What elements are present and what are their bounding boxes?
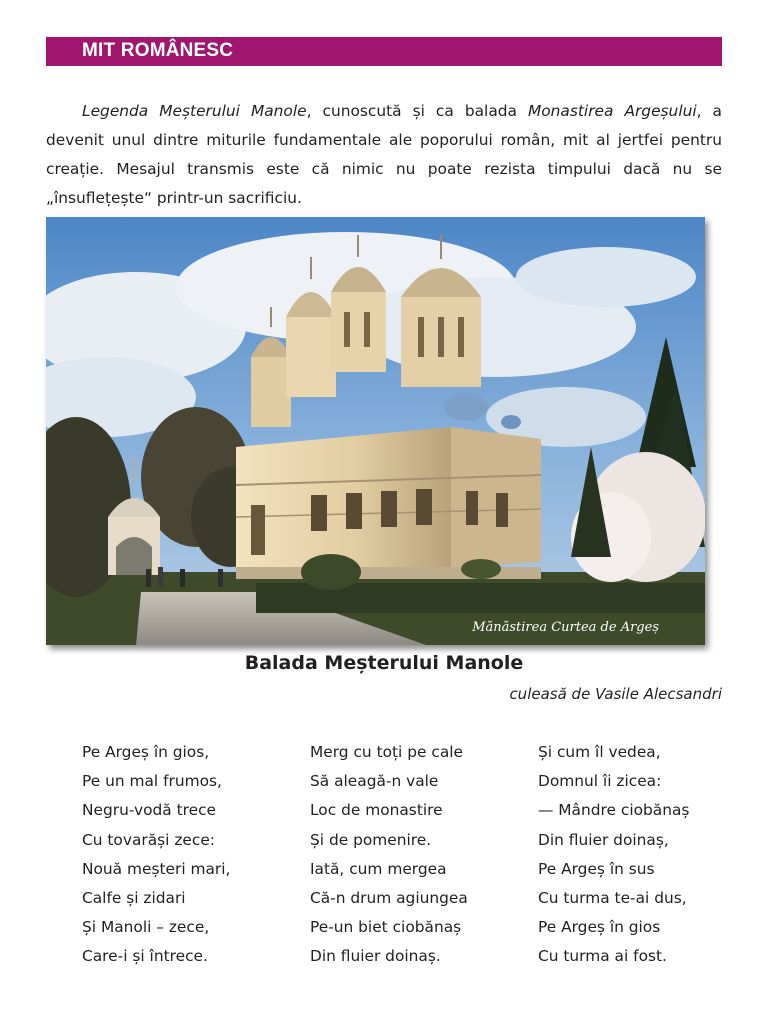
verse-line: Că-n drum agiungea [310,889,468,908]
intro-text-part-2: , a devenit unul dintre miturile fundamentale ale poporului român, mit al jertfei pentru creație. Mesajul transmis este că nimic nu poate rezista timpului dacă nu se „însuflețește“ printr-un sacrificiu. [46,102,722,207]
intro-text-part-1: , cunoscută și ca balada [306,102,528,120]
verse-line: Din fluier doinaș, [538,830,669,849]
section-header-label: MIT ROMÂNESC [82,40,234,61]
verse-line: Iată, cum mergea [310,859,447,878]
verse-line: Din fluier doinaș. [310,947,441,966]
intro-ballad-title: Monastirea Argeșului [527,102,697,120]
verse-line: Pe Argeș în gios, [82,743,210,761]
verse-line: Și Manoli – zece, [82,918,210,937]
verse-line: Cu tovarăși zece: [82,830,215,849]
verse-line: Loc de monastire [310,801,443,820]
monastery-photo [46,217,705,645]
verse-line: Cu turma te-ai dus, [538,889,687,908]
photo-caption: Mănăstirea Curtea de Argeș [472,620,659,635]
verse-column-3 [538,738,689,972]
verse-column-1 [82,738,230,972]
verse-line: Negru-vodă trece [82,801,217,820]
verse-line: Calfe și zidari [82,889,186,908]
verse-line: Domnul îi zicea: [538,772,662,791]
verse-column-2 [310,738,468,972]
intro-legend-title: Legenda Meșterului Manole [82,102,307,120]
verse-line: — Mândre ciobănaș [538,801,690,820]
intro-paragraph [46,97,722,213]
verse-line: Care-i și întrece. [82,947,208,966]
verse-line: Și cum îl vedea, [538,743,661,761]
verse-line: Și de pomenire. [310,830,432,849]
verse-line: Pe Argeș în sus [538,859,655,878]
ballad-author: culeasă de Vasile Alecsandri [509,685,722,703]
verse-line: Să aleagă-n vale [310,772,439,791]
verse-line: Cu turma ai fost. [538,947,667,966]
ballad-title: Balada Meșterului Manole [244,652,524,674]
verse-line: Nouă meșteri mari, [82,859,231,878]
verse-line: Pe Argeș în gios [538,918,661,937]
verse-line: Merg cu toți pe cale [310,743,463,761]
section-header-bar [46,37,722,66]
verse-line: Pe-un biet ciobănaș [310,918,462,937]
verse-line: Pe un mal frumos, [82,772,222,791]
